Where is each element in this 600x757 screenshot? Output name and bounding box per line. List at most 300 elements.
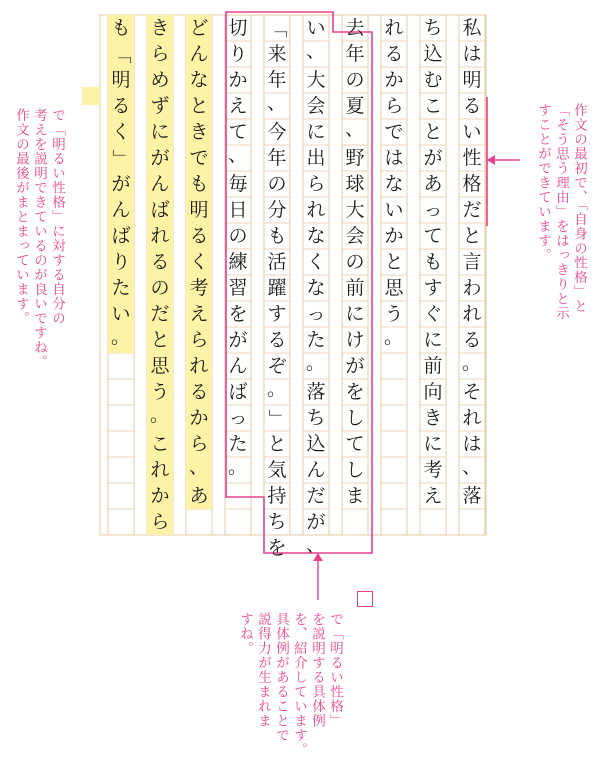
essay-glyph: ち xyxy=(306,406,326,429)
essay-char xyxy=(186,301,212,327)
bottom-comment-line-1: で「明るい性格」 xyxy=(327,612,343,728)
essay-char xyxy=(303,509,329,535)
essay-char xyxy=(420,301,446,327)
essay-char xyxy=(264,275,290,301)
essay-glyph: ど xyxy=(189,16,209,39)
essay-char xyxy=(420,223,446,249)
essay-glyph: 毎 xyxy=(228,172,248,195)
essay-char xyxy=(420,457,446,483)
essay-glyph: た xyxy=(306,328,326,351)
essay-glyph: は xyxy=(384,146,404,169)
essay-glyph: ん xyxy=(306,458,326,481)
essay-glyph: ら xyxy=(306,172,326,195)
essay-glyph: そ xyxy=(462,380,482,403)
essay-glyph: 。 xyxy=(227,456,247,478)
essay-glyph: 躍 xyxy=(267,276,287,299)
essay-char xyxy=(108,41,134,67)
essay-glyph: 大 xyxy=(345,198,365,221)
essay-glyph: の xyxy=(345,68,365,91)
essay-char xyxy=(420,275,446,301)
essay-char xyxy=(186,93,212,119)
essay-glyph: 去 xyxy=(345,16,365,39)
essay-char xyxy=(147,327,173,353)
essay-glyph: 落 xyxy=(306,380,326,403)
essay-glyph: な xyxy=(306,224,326,247)
essay-glyph: 思 xyxy=(384,276,404,299)
essay-glyph: 明 xyxy=(189,198,209,221)
essay-glyph: 」 xyxy=(110,148,133,168)
essay-glyph: 、 xyxy=(266,92,286,114)
essay-glyph: ん xyxy=(228,354,248,377)
essay-glyph: る xyxy=(267,328,287,351)
essay-char xyxy=(303,353,329,379)
essay-char xyxy=(459,15,485,41)
essay-glyph: 、 xyxy=(305,40,325,62)
essay-char xyxy=(147,119,173,145)
essay-char xyxy=(459,483,485,509)
essay-glyph: あ xyxy=(423,172,443,195)
essay-char xyxy=(381,171,407,197)
essay-char xyxy=(303,93,329,119)
essay-glyph: こ xyxy=(423,94,443,117)
essay-glyph: も xyxy=(189,172,209,195)
essay-glyph: る xyxy=(189,380,209,403)
essay-char xyxy=(303,431,329,457)
essay-glyph: ん xyxy=(189,42,209,65)
essay-glyph: 性 xyxy=(462,146,482,169)
essay-char xyxy=(264,301,290,327)
essay-char xyxy=(303,145,329,171)
essay-char xyxy=(303,41,329,67)
essay-char xyxy=(147,275,173,301)
essay-glyph: ら xyxy=(150,510,170,533)
essay-glyph: の xyxy=(150,276,170,299)
left-comment-line-3: 作文の最後がまとまっています。 xyxy=(13,108,29,326)
left-comment-line-2: 考えを説明できているのが良いですね。 xyxy=(31,108,47,369)
essay-char xyxy=(108,67,134,93)
essay-glyph: ず xyxy=(150,94,170,117)
essay-glyph: が xyxy=(423,146,443,169)
essay-glyph: か xyxy=(228,68,248,91)
essay-char xyxy=(264,379,290,405)
essay-glyph: 球 xyxy=(345,172,365,195)
essay-char xyxy=(342,249,368,275)
essay-char xyxy=(264,145,290,171)
essay-char xyxy=(264,327,290,353)
essay-glyph: っ xyxy=(228,406,248,429)
essay-glyph: ん xyxy=(150,172,170,195)
essay-char xyxy=(264,41,290,67)
essay-char xyxy=(108,197,134,223)
essay-char xyxy=(147,509,173,535)
essay-glyph: わ xyxy=(462,276,482,299)
essay-glyph: っ xyxy=(423,198,443,221)
essay-char xyxy=(186,145,212,171)
essay-glyph: ぞ xyxy=(267,354,287,377)
essay-char xyxy=(420,249,446,275)
essay-glyph: れ xyxy=(462,406,482,429)
essay-glyph: れ xyxy=(150,458,170,481)
essay-glyph: 込 xyxy=(306,432,326,455)
essay-char xyxy=(420,197,446,223)
essay-glyph: る xyxy=(150,250,170,273)
essay-char xyxy=(108,171,134,197)
essay-glyph: 活 xyxy=(267,250,287,273)
essay-char xyxy=(342,431,368,457)
essay-glyph: 切 xyxy=(228,16,248,39)
essay-char xyxy=(303,249,329,275)
left-comment xyxy=(12,108,66,369)
essay-glyph: に xyxy=(306,120,326,143)
essay-glyph: に xyxy=(423,328,443,351)
essay-glyph: り xyxy=(228,42,248,65)
essay-char xyxy=(381,249,407,275)
essay-char xyxy=(147,379,173,405)
essay-char xyxy=(459,223,485,249)
essay-char xyxy=(459,249,485,275)
essay-char xyxy=(108,119,134,145)
essay-char xyxy=(342,405,368,431)
essay-char xyxy=(420,41,446,67)
essay-char xyxy=(108,301,134,327)
essay-glyph: ち xyxy=(423,16,443,39)
essay-char xyxy=(147,457,173,483)
essay-char xyxy=(342,93,368,119)
essay-char xyxy=(108,327,134,353)
essay-char xyxy=(225,457,251,483)
essay-glyph: 格 xyxy=(462,172,482,195)
essay-char xyxy=(264,197,290,223)
bottom-comment xyxy=(236,612,344,757)
essay-char xyxy=(186,327,212,353)
essay-glyph: れ xyxy=(189,354,209,377)
essay-char xyxy=(459,457,485,483)
essay-char xyxy=(147,15,173,41)
essay-glyph: な xyxy=(189,68,209,91)
essay-glyph: 、 xyxy=(344,118,364,140)
essay-glyph: す xyxy=(267,302,287,325)
essay-glyph: も xyxy=(267,224,287,247)
essay-char xyxy=(225,171,251,197)
essay-glyph: と xyxy=(189,94,209,117)
essay-char xyxy=(264,535,290,561)
essay-glyph: 。 xyxy=(305,352,325,374)
essay-glyph: だ xyxy=(462,198,482,221)
essay-char xyxy=(420,67,446,93)
essay-char xyxy=(225,275,251,301)
essay-glyph: を xyxy=(345,380,365,403)
essay-glyph: 習 xyxy=(228,276,248,299)
essay-char xyxy=(303,301,329,327)
essay-char xyxy=(225,93,251,119)
essay-char xyxy=(342,327,368,353)
essay-char xyxy=(147,405,173,431)
essay-glyph: 野 xyxy=(345,146,365,169)
essay-glyph: れ xyxy=(384,16,404,39)
essay-char xyxy=(381,93,407,119)
essay-char xyxy=(381,119,407,145)
essay-char xyxy=(186,15,212,41)
essay-char xyxy=(225,353,251,379)
essay-glyph: う xyxy=(384,302,404,325)
essay-glyph: で xyxy=(384,120,404,143)
essay-glyph: い xyxy=(111,302,131,325)
essay-glyph: 会 xyxy=(345,224,365,247)
essay-char xyxy=(186,275,212,301)
essay-char xyxy=(108,223,134,249)
essay-glyph: が xyxy=(228,328,248,351)
yellow-highlight-legend xyxy=(82,87,100,105)
essay-char xyxy=(225,145,251,171)
essay-glyph: 込 xyxy=(423,42,443,65)
essay-char xyxy=(459,171,485,197)
essay-glyph: と xyxy=(384,250,404,273)
essay-char xyxy=(264,353,290,379)
essay-glyph: る xyxy=(384,42,404,65)
essay-glyph: た xyxy=(228,432,248,455)
essay-glyph: る xyxy=(462,328,482,351)
essay-char xyxy=(186,353,212,379)
essay-glyph: て xyxy=(423,224,443,247)
essay-char xyxy=(459,275,485,301)
essay-char xyxy=(459,67,485,93)
essay-char xyxy=(459,379,485,405)
essay-glyph: と xyxy=(150,328,170,351)
essay-glyph: と xyxy=(423,120,443,143)
essay-char xyxy=(381,275,407,301)
essay-char xyxy=(186,119,212,145)
essay-glyph: て xyxy=(228,120,248,143)
bottom-comment-line-6: すね。 xyxy=(237,612,253,656)
bottom-comment-line-3: を、紹介しています。 xyxy=(291,612,307,757)
essay-char xyxy=(342,301,368,327)
essay-glyph: ら xyxy=(384,94,404,117)
essay-char xyxy=(303,457,329,483)
essay-char xyxy=(303,405,329,431)
essay-char xyxy=(186,379,212,405)
essay-char xyxy=(225,431,251,457)
essay-glyph: 考 xyxy=(423,458,443,481)
essay-glyph: ち xyxy=(267,510,287,533)
essay-glyph: た xyxy=(111,276,131,299)
essay-char xyxy=(225,327,251,353)
essay-char xyxy=(420,145,446,171)
essay-char xyxy=(147,301,173,327)
essay-char xyxy=(420,353,446,379)
essay-char xyxy=(186,249,212,275)
essay-glyph: が xyxy=(345,354,365,377)
essay-char xyxy=(225,119,251,145)
essay-glyph: り xyxy=(111,250,131,273)
essay-glyph: が xyxy=(150,146,170,169)
essay-char xyxy=(186,41,212,67)
essay-glyph: は xyxy=(462,42,482,65)
essay-glyph: だ xyxy=(150,302,170,325)
essay-glyph: 来 xyxy=(267,42,287,65)
essay-char xyxy=(186,457,212,483)
essay-char xyxy=(342,41,368,67)
essay-glyph: ま xyxy=(345,484,365,507)
essay-char xyxy=(147,223,173,249)
essay-glyph: 出 xyxy=(306,146,326,169)
essay-glyph: だ xyxy=(306,484,326,507)
essay-glyph: の xyxy=(228,224,248,247)
essay-char xyxy=(303,379,329,405)
essay-glyph: え xyxy=(228,94,248,117)
essay-glyph: 夏 xyxy=(345,94,365,117)
essay-char xyxy=(108,15,134,41)
essay-char xyxy=(264,509,290,535)
essay-char xyxy=(381,301,407,327)
essay-char xyxy=(342,67,368,93)
essay-glyph: え xyxy=(423,484,443,507)
essay-glyph: 年 xyxy=(345,42,365,65)
essay-char xyxy=(225,15,251,41)
essay-char xyxy=(108,249,134,275)
essay-char xyxy=(264,249,290,275)
essay-char xyxy=(420,93,446,119)
bottom-comment-line-2: を説明する具体例 xyxy=(309,612,325,728)
essay-glyph: る xyxy=(111,94,131,117)
essay-glyph: 日 xyxy=(228,198,248,221)
essay-char xyxy=(342,171,368,197)
essay-glyph: れ xyxy=(306,198,326,221)
essay-glyph: 向 xyxy=(423,380,443,403)
essay-char xyxy=(147,93,173,119)
essay-glyph: も xyxy=(111,16,131,39)
essay-char xyxy=(303,535,329,561)
essay-glyph: に xyxy=(150,120,170,143)
essay-char xyxy=(342,457,368,483)
essay-glyph: い xyxy=(306,16,326,39)
essay-glyph: を xyxy=(228,302,248,325)
essay-char xyxy=(225,249,251,275)
essay-char xyxy=(420,171,446,197)
bottom-comment-line-5: 説得力が生まれま xyxy=(255,612,271,728)
essay-char xyxy=(264,67,290,93)
essay-glyph: ら xyxy=(189,328,209,351)
essay-char xyxy=(459,353,485,379)
essay-char xyxy=(303,197,329,223)
essay-char xyxy=(459,327,485,353)
essay-glyph: 。 xyxy=(461,352,481,374)
essay-glyph: 。 xyxy=(110,326,130,348)
essay-char xyxy=(264,483,290,509)
essay-glyph: 前 xyxy=(345,276,365,299)
essay-char xyxy=(225,379,251,405)
essay-char xyxy=(303,119,329,145)
essay-glyph: 、 xyxy=(461,456,481,478)
essay-glyph: う xyxy=(150,380,170,403)
essay-char xyxy=(225,405,251,431)
essay-glyph: も xyxy=(423,250,443,273)
essay-char xyxy=(264,93,290,119)
essay-glyph: 考 xyxy=(189,276,209,299)
essay-glyph: の xyxy=(345,250,365,273)
essay-glyph: 分 xyxy=(267,198,287,221)
essay-glyph: あ xyxy=(189,484,209,507)
essay-glyph: き xyxy=(423,406,443,429)
essay-char xyxy=(342,483,368,509)
essay-char xyxy=(225,197,251,223)
essay-glyph: 明 xyxy=(111,68,131,91)
essay-char xyxy=(342,223,368,249)
essay-char xyxy=(303,223,329,249)
essay-glyph: と xyxy=(267,432,287,455)
essay-glyph: を xyxy=(267,536,287,559)
essay-glyph: 、 xyxy=(227,144,247,166)
essay-glyph: し xyxy=(345,406,365,429)
essay-glyph: ば xyxy=(111,224,131,247)
essay-char xyxy=(420,119,446,145)
essay-glyph: む xyxy=(423,68,443,91)
essay-char xyxy=(225,301,251,327)
essay-char xyxy=(420,431,446,457)
essay-glyph: こ xyxy=(150,432,170,455)
essay-char xyxy=(147,67,173,93)
essay-glyph: は xyxy=(462,432,482,455)
essay-glyph: 持 xyxy=(267,484,287,507)
essay-glyph: に xyxy=(345,302,365,325)
essay-glyph: ぐ xyxy=(423,302,443,325)
essay-glyph: の xyxy=(267,172,287,195)
essay-char xyxy=(264,405,290,431)
essay-glyph: っ xyxy=(306,302,326,325)
essay-glyph: 気 xyxy=(267,458,287,481)
right-comment-line-1: 作文の最初で、「自身の性格」と xyxy=(571,103,587,314)
essay-char xyxy=(186,171,212,197)
essay-glyph: 言 xyxy=(462,250,482,273)
essay-char xyxy=(264,431,290,457)
essay-glyph: 明 xyxy=(462,68,482,91)
essay-char xyxy=(186,431,212,457)
essay-glyph: か xyxy=(150,484,170,507)
essay-char xyxy=(459,41,485,67)
essay-char xyxy=(381,41,407,67)
essay-char xyxy=(381,327,407,353)
essay-char xyxy=(264,15,290,41)
essay-char xyxy=(303,275,329,301)
essay-char xyxy=(459,197,485,223)
essay-char xyxy=(264,119,290,145)
right-comment-line-3: すことができています。 xyxy=(535,103,551,263)
essay-char xyxy=(264,223,290,249)
essay-char xyxy=(108,145,134,171)
essay-char xyxy=(342,119,368,145)
bottom-comment-line-4: 具体例があることで xyxy=(273,612,289,743)
pink-box-legend xyxy=(357,591,373,607)
essay-char xyxy=(186,67,212,93)
essay-char xyxy=(342,145,368,171)
essay-glyph: 今 xyxy=(267,120,287,143)
essay-char xyxy=(108,93,134,119)
essay-char xyxy=(381,67,407,93)
essay-glyph: 「 xyxy=(110,44,133,64)
essay-glyph: 私 xyxy=(462,16,482,39)
essay-glyph: 「 xyxy=(266,18,289,38)
essay-glyph: ん xyxy=(111,198,131,221)
essay-char xyxy=(459,301,485,327)
essay-char xyxy=(342,353,368,379)
essay-char xyxy=(459,405,485,431)
essay-glyph: け xyxy=(345,328,365,351)
essay-char xyxy=(381,223,407,249)
essay-glyph: き xyxy=(189,120,209,143)
left-comment-line-1: で「明るい性格」に対する自分の xyxy=(49,108,65,326)
essay-char xyxy=(147,145,173,171)
essay-char xyxy=(225,223,251,249)
essay-char xyxy=(147,41,173,67)
